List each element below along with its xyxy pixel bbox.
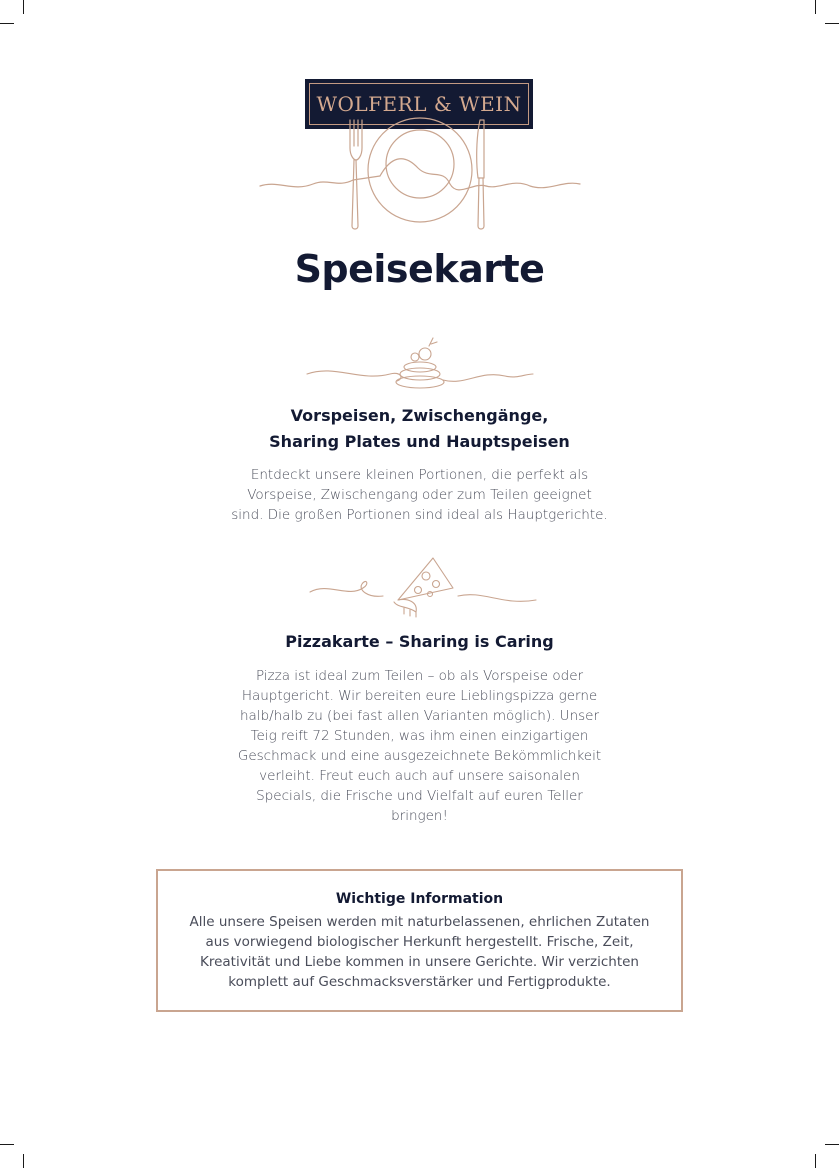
info-title: Wichtige Information bbox=[335, 891, 504, 907]
pizza-slice-icon bbox=[308, 556, 538, 618]
section-heading-starters bbox=[150, 403, 689, 455]
section-heading-line: Vorspeisen, Zwischengänge, bbox=[290, 406, 549, 425]
crop-mark bbox=[825, 23, 839, 24]
section-text-starters: Entdeckt unsere kleinen Portionen, die perfekt als Vorspeise, Zwischengang oder zum Teilen geeignet sind. Die großen Portionen sind ideal als Hauptgerichte. bbox=[231, 467, 608, 523]
crop-mark bbox=[23, 0, 24, 14]
crop-mark bbox=[815, 0, 816, 14]
section-text-pizza: Pizza ist ideal zum Teilen – ob als Vorspeise oder Hauptgericht. Wir bereiten eure Lieblingspizza gerne halb/halb zu (bei fast allen Varianten möglich). Unser Teig reift 72 Stunden, was ihm einen einzigartigen Geschmack und eine ausgezeichnete Bekömmlichkeit verleiht. Freut euch auch auf unsere saisonalen Specials, die Frische und Vielfalt auf euren Teller bringen! bbox=[237, 668, 602, 824]
crop-mark bbox=[0, 1144, 14, 1145]
crop-mark bbox=[0, 23, 14, 24]
tart-plate-icon bbox=[305, 334, 535, 392]
brand-name: WOLFERL & WEIN bbox=[316, 92, 522, 116]
crop-mark bbox=[815, 1154, 816, 1168]
plate-cutlery-icon bbox=[258, 118, 582, 233]
crop-mark bbox=[825, 1144, 839, 1145]
crop-mark bbox=[23, 1154, 24, 1168]
section-heading-line: Sharing Plates und Hauptspeisen bbox=[269, 432, 570, 451]
info-text: Alle unsere Speisen werden mit naturbelassenen, ehrlichen Zutaten aus vorwiegend biologischer Herkunft hergestellt. Frische, Zeit, Kreativität und Liebe kommen in unsere Gerichte. Wir verzichten komplett auf Geschmacksverstärker und Fertigprodukte. bbox=[189, 914, 650, 990]
info-box bbox=[156, 869, 683, 1012]
page-title: Speisekarte bbox=[294, 247, 545, 291]
section-heading-pizza: Pizzakarte – Sharing is Caring bbox=[285, 632, 554, 651]
